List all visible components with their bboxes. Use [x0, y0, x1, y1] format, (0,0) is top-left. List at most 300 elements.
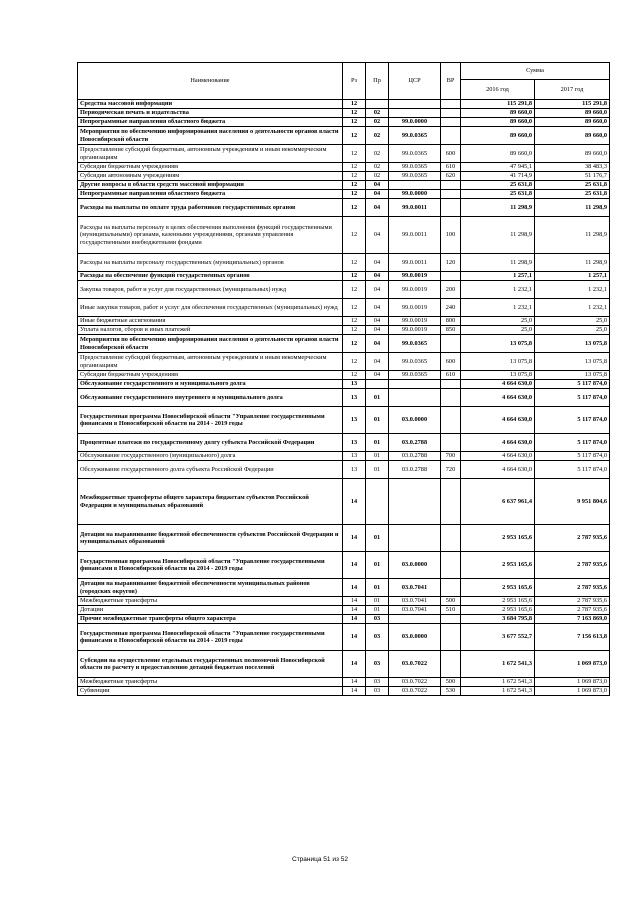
- row-rz: 13: [343, 461, 366, 479]
- row-pr: 04: [366, 217, 389, 254]
- row-amount-2017: 1 232,1: [535, 299, 610, 317]
- table-row: [78, 281, 610, 299]
- row-name: Предоставление субсидий бюджетным, автономным учреждениям и иным некоммерческим организациям: [78, 145, 343, 163]
- row-pr: 02: [366, 118, 389, 127]
- table-row: [78, 190, 610, 199]
- row-amount-2016: 25,0: [461, 317, 535, 326]
- row-name: Иные бюджетные ассигнования: [78, 317, 343, 326]
- row-name: Мероприятия по обеспечению информирования населения о деятельности органов власти Новосибирской области: [78, 127, 343, 145]
- row-csr: 03.0.0000: [389, 624, 441, 651]
- row-amount-2017: 25 631,8: [535, 190, 610, 199]
- row-rz: 12: [343, 109, 366, 118]
- row-pr: [366, 100, 389, 109]
- row-amount-2017: 51 176,7: [535, 172, 610, 181]
- row-csr: 99.0.0000: [389, 118, 441, 127]
- row-pr: 04: [366, 299, 389, 317]
- row-name: Мероприятия по обеспечению информирования населения о деятельности органов власти Новосибирской области: [78, 335, 343, 353]
- row-name: Субсидии бюджетным учреждениям: [78, 163, 343, 172]
- row-pr: 02: [366, 127, 389, 145]
- table-row: [78, 525, 610, 552]
- row-rz: 12: [343, 335, 366, 353]
- row-vr: [441, 100, 461, 109]
- row-pr: 04: [366, 317, 389, 326]
- row-amount-2017: 89 660,0: [535, 118, 610, 127]
- row-name: Расходы на выплаты персоналу в целях обеспечения выполнения функций государственными (муниципальными) органами, казенными учреждениями, органами управления государственными внебюджетными фондами: [78, 217, 343, 254]
- table-row: [78, 254, 610, 272]
- row-amount-2017: 2 787 935,6: [535, 552, 610, 579]
- row-pr: 01: [366, 606, 389, 615]
- row-name: Обслуживание государственного и муниципального долга: [78, 380, 343, 389]
- table-row: [78, 597, 610, 606]
- row-name: Субсидии на осуществление отдельных государственных полномочий Новосибирской области по расчету и предоставлению дотаций бюджетам поселений: [78, 651, 343, 678]
- row-name: Дотации на выравнивание бюджетной обеспеченности субъектов Российской Федерации и муниципальных образований: [78, 525, 343, 552]
- row-amount-2017: 1 257,1: [535, 272, 610, 281]
- row-amount-2016: 4 664 630,0: [461, 461, 535, 479]
- row-csr: 03.0.7022: [389, 678, 441, 687]
- table-row: [78, 272, 610, 281]
- row-pr: 03: [366, 624, 389, 651]
- row-name: Межбюджетные трансферты общего характера бюджетам субъектов Российской Федерации и муниципальных образований: [78, 479, 343, 525]
- row-amount-2016: 89 660,0: [461, 145, 535, 163]
- row-amount-2016: 4 664 630,0: [461, 407, 535, 434]
- row-amount-2016: 1 232,1: [461, 299, 535, 317]
- row-amount-2017: 5 117 874,0: [535, 407, 610, 434]
- row-csr: [389, 615, 441, 624]
- row-rz: 14: [343, 615, 366, 624]
- row-vr: 800: [441, 317, 461, 326]
- row-pr: 04: [366, 353, 389, 371]
- row-vr: [441, 127, 461, 145]
- row-amount-2016: 4 664 630,0: [461, 389, 535, 407]
- row-rz: 14: [343, 552, 366, 579]
- row-name: Другие вопросы в области средств массовой информации: [78, 181, 343, 190]
- row-pr: 02: [366, 163, 389, 172]
- row-vr: [441, 181, 461, 190]
- row-amount-2016: 89 660,0: [461, 109, 535, 118]
- row-vr: [441, 651, 461, 678]
- row-amount-2017: 1 069 873,0: [535, 687, 610, 696]
- row-amount-2016: 3 684 795,8: [461, 615, 535, 624]
- row-pr: [366, 479, 389, 525]
- row-csr: [389, 100, 441, 109]
- row-amount-2016: 115 291,8: [461, 100, 535, 109]
- row-amount-2016: 1 232,1: [461, 281, 535, 299]
- table-row: [78, 624, 610, 651]
- row-rz: 14: [343, 479, 366, 525]
- row-rz: 14: [343, 687, 366, 696]
- row-csr: 03.0.0000: [389, 407, 441, 434]
- table-row: [78, 127, 610, 145]
- row-pr: 04: [366, 199, 389, 217]
- row-vr: 610: [441, 163, 461, 172]
- table-row: [78, 181, 610, 190]
- row-vr: [441, 624, 461, 651]
- row-csr: 99.0.0019: [389, 272, 441, 281]
- header-rz: Рз: [343, 63, 366, 100]
- row-csr: 03.0.2788: [389, 434, 441, 452]
- row-pr: 04: [366, 190, 389, 199]
- row-pr: 02: [366, 145, 389, 163]
- row-amount-2017: 2 787 935,6: [535, 597, 610, 606]
- row-pr: 03: [366, 615, 389, 624]
- row-amount-2016: 1 672 541,3: [461, 678, 535, 687]
- row-amount-2016: 1 672 541,3: [461, 651, 535, 678]
- row-csr: 03.0.2788: [389, 452, 441, 461]
- row-amount-2016: 2 953 165,6: [461, 579, 535, 597]
- row-amount-2016: 13 075,8: [461, 335, 535, 353]
- row-amount-2016: 1 257,1: [461, 272, 535, 281]
- row-amount-2016: 11 298,9: [461, 199, 535, 217]
- row-vr: 700: [441, 452, 461, 461]
- row-csr: [389, 479, 441, 525]
- row-amount-2017: 7 163 869,0: [535, 615, 610, 624]
- table-row: [78, 606, 610, 615]
- row-amount-2016: 25 631,8: [461, 181, 535, 190]
- table-row: [78, 199, 610, 217]
- row-vr: [441, 272, 461, 281]
- row-name: Непрограммные направления областного бюджета: [78, 190, 343, 199]
- row-rz: 12: [343, 254, 366, 272]
- row-rz: 14: [343, 597, 366, 606]
- row-vr: [441, 118, 461, 127]
- row-vr: [441, 525, 461, 552]
- table-row: [78, 389, 610, 407]
- row-rz: 14: [343, 606, 366, 615]
- header-year-2016: 2016 год: [461, 80, 535, 100]
- row-vr: 120: [441, 254, 461, 272]
- row-vr: [441, 335, 461, 353]
- row-amount-2016: 13 075,8: [461, 371, 535, 380]
- row-amount-2017: 11 298,9: [535, 199, 610, 217]
- table-row: [78, 109, 610, 118]
- row-csr: 99.0.0365: [389, 335, 441, 353]
- row-amount-2017: 1 069 873,0: [535, 678, 610, 687]
- row-csr: 99.0.0365: [389, 371, 441, 380]
- row-pr: 01: [366, 552, 389, 579]
- row-pr: 01: [366, 525, 389, 552]
- row-amount-2017: 2 787 935,6: [535, 579, 610, 597]
- row-name: Расходы на выплаты персоналу государственных (муниципальных) органов: [78, 254, 343, 272]
- row-csr: 99.0.0365: [389, 172, 441, 181]
- row-pr: 01: [366, 434, 389, 452]
- row-amount-2016: 13 075,8: [461, 353, 535, 371]
- row-vr: 500: [441, 597, 461, 606]
- table-row: [78, 317, 610, 326]
- row-name: Закупка товаров, работ и услуг для государственных (муниципальных) нужд: [78, 281, 343, 299]
- row-name: Иные закупки товаров, работ и услуг для обеспечения государственных (муниципальных) нужд: [78, 299, 343, 317]
- row-name: Предоставление субсидий бюджетным, автономным учреждениям и иным некоммерческим организациям: [78, 353, 343, 371]
- row-pr: 01: [366, 597, 389, 606]
- row-vr: [441, 615, 461, 624]
- row-name: Государственная программа Новосибирской области "Управление государственными финансами в Новосибирской области на 2014 - 2019 годы: [78, 407, 343, 434]
- row-rz: 12: [343, 281, 366, 299]
- row-amount-2017: 25,0: [535, 317, 610, 326]
- row-pr: 04: [366, 335, 389, 353]
- table-row: [78, 353, 610, 371]
- table-row: [78, 371, 610, 380]
- row-amount-2017: 13 075,8: [535, 371, 610, 380]
- row-rz: 12: [343, 199, 366, 217]
- row-vr: [441, 434, 461, 452]
- table-row: [78, 651, 610, 678]
- header-year-2017: 2017 год: [535, 80, 610, 100]
- table-row: [78, 172, 610, 181]
- row-rz: 12: [343, 127, 366, 145]
- row-rz: 14: [343, 525, 366, 552]
- row-pr: 01: [366, 389, 389, 407]
- row-rz: 14: [343, 579, 366, 597]
- row-csr: 99.0.0019: [389, 299, 441, 317]
- row-amount-2017: 1 232,1: [535, 281, 610, 299]
- row-csr: 99.0.0019: [389, 326, 441, 335]
- row-amount-2016: 41 714,9: [461, 172, 535, 181]
- row-rz: 12: [343, 172, 366, 181]
- row-amount-2016: 2 953 165,6: [461, 606, 535, 615]
- row-pr: 04: [366, 254, 389, 272]
- row-vr: 510: [441, 606, 461, 615]
- row-amount-2017: 5 117 874,0: [535, 380, 610, 389]
- row-vr: 240: [441, 299, 461, 317]
- row-rz: 13: [343, 380, 366, 389]
- row-name: Обслуживание государственного долга субъекта Российской Федерации: [78, 461, 343, 479]
- row-rz: 12: [343, 299, 366, 317]
- row-pr: 04: [366, 272, 389, 281]
- row-vr: [441, 389, 461, 407]
- row-amount-2016: 89 660,0: [461, 127, 535, 145]
- row-amount-2017: 89 660,0: [535, 145, 610, 163]
- budget-table: [77, 62, 610, 696]
- row-rz: 12: [343, 181, 366, 190]
- page-footer: Страница 51 из 52: [292, 856, 348, 863]
- row-name: Межбюджетные трансферты: [78, 678, 343, 687]
- row-vr: [441, 479, 461, 525]
- row-amount-2016: 4 664 630,0: [461, 380, 535, 389]
- row-vr: [441, 380, 461, 389]
- row-amount-2017: 89 660,0: [535, 109, 610, 118]
- table-row: [78, 687, 610, 696]
- table-row: [78, 163, 610, 172]
- header-pr: Пр: [366, 63, 389, 100]
- row-amount-2017: 2 787 935,6: [535, 606, 610, 615]
- row-vr: 500: [441, 678, 461, 687]
- header-sum: Сумма: [461, 63, 610, 80]
- row-amount-2016: 2 953 165,6: [461, 552, 535, 579]
- table-row: [78, 461, 610, 479]
- row-name: Прочие межбюджетные трансферты общего характера: [78, 615, 343, 624]
- row-rz: 13: [343, 389, 366, 407]
- row-rz: 13: [343, 407, 366, 434]
- row-amount-2017: 7 156 613,8: [535, 624, 610, 651]
- row-csr: 99.0.0365: [389, 145, 441, 163]
- row-csr: [389, 389, 441, 407]
- row-pr: 04: [366, 181, 389, 190]
- table-row: [78, 434, 610, 452]
- row-vr: [441, 190, 461, 199]
- row-name: Субсидии автономным учреждениям: [78, 172, 343, 181]
- table-row: [78, 615, 610, 624]
- table-row: [78, 452, 610, 461]
- row-pr: 04: [366, 326, 389, 335]
- table-row: [78, 335, 610, 353]
- row-amount-2016: 2 953 165,6: [461, 525, 535, 552]
- row-rz: 13: [343, 452, 366, 461]
- row-name: Дотации: [78, 606, 343, 615]
- row-rz: 12: [343, 371, 366, 380]
- row-name: Межбюджетные трансферты: [78, 597, 343, 606]
- row-pr: 03: [366, 678, 389, 687]
- row-csr: 03.0.7022: [389, 687, 441, 696]
- row-rz: 12: [343, 190, 366, 199]
- header-csr: ЦСР: [389, 63, 441, 100]
- row-amount-2016: 25,0: [461, 326, 535, 335]
- table-row: [78, 100, 610, 109]
- row-name: Уплата налогов, сборов и иных платежей: [78, 326, 343, 335]
- row-pr: 02: [366, 109, 389, 118]
- row-csr: 99.0.0365: [389, 163, 441, 172]
- row-name: Субсидии бюджетным учреждениям: [78, 371, 343, 380]
- row-amount-2017: 5 117 874,0: [535, 461, 610, 479]
- row-vr: [441, 579, 461, 597]
- table-row: [78, 217, 610, 254]
- row-amount-2017: 89 660,0: [535, 127, 610, 145]
- row-vr: 600: [441, 145, 461, 163]
- row-amount-2017: 1 069 873,0: [535, 651, 610, 678]
- row-rz: 12: [343, 317, 366, 326]
- row-name: Дотации на выравнивание бюджетной обеспеченности муниципальных районов (городских округов): [78, 579, 343, 597]
- row-csr: 03.0.7041: [389, 606, 441, 615]
- row-csr: 99.0.0365: [389, 127, 441, 145]
- row-csr: [389, 525, 441, 552]
- row-amount-2017: 25 631,8: [535, 181, 610, 190]
- table-row: [78, 579, 610, 597]
- row-amount-2016: 4 664 630,0: [461, 452, 535, 461]
- row-amount-2016: 4 664 630,0: [461, 434, 535, 452]
- table-row: [78, 678, 610, 687]
- row-pr: [366, 380, 389, 389]
- row-name: Непрограммные направления областного бюджета: [78, 118, 343, 127]
- row-rz: 12: [343, 163, 366, 172]
- row-rz: 14: [343, 678, 366, 687]
- row-amount-2017: 5 117 874,0: [535, 389, 610, 407]
- row-pr: 02: [366, 172, 389, 181]
- table-row: [78, 145, 610, 163]
- row-amount-2017: 9 951 804,6: [535, 479, 610, 525]
- table-row: [78, 118, 610, 127]
- row-vr: 100: [441, 217, 461, 254]
- row-amount-2017: 11 298,9: [535, 217, 610, 254]
- row-vr: 200: [441, 281, 461, 299]
- row-pr: 01: [366, 579, 389, 597]
- row-name: Процентные платежи по государственному долгу субъекта Российской Федерации: [78, 434, 343, 452]
- row-pr: 01: [366, 461, 389, 479]
- row-amount-2017: 2 787 935,6: [535, 525, 610, 552]
- row-csr: 99.0.0019: [389, 281, 441, 299]
- row-vr: 600: [441, 353, 461, 371]
- row-rz: 12: [343, 272, 366, 281]
- row-vr: [441, 407, 461, 434]
- row-vr: 850: [441, 326, 461, 335]
- row-amount-2017: 13 075,8: [535, 353, 610, 371]
- row-amount-2017: 38 483,3: [535, 163, 610, 172]
- row-vr: [441, 199, 461, 217]
- row-csr: 03.0.0000: [389, 552, 441, 579]
- row-rz: 13: [343, 434, 366, 452]
- row-amount-2016: 25 631,8: [461, 190, 535, 199]
- row-amount-2016: 89 660,0: [461, 118, 535, 127]
- table-row: [78, 407, 610, 434]
- row-vr: 610: [441, 371, 461, 380]
- row-pr: 01: [366, 407, 389, 434]
- row-name: Расходы на обеспечение функций государственных органов: [78, 272, 343, 281]
- header-name: Наименование: [78, 63, 343, 100]
- row-pr: 04: [366, 281, 389, 299]
- row-csr: 03.0.7041: [389, 597, 441, 606]
- row-name: Субвенции: [78, 687, 343, 696]
- row-csr: 03.0.7041: [389, 579, 441, 597]
- table-row: [78, 380, 610, 389]
- row-csr: [389, 181, 441, 190]
- table-row: [78, 552, 610, 579]
- row-amount-2016: 6 637 961,4: [461, 479, 535, 525]
- row-name: Средства массовой информации: [78, 100, 343, 109]
- table-row: [78, 479, 610, 525]
- row-rz: 12: [343, 353, 366, 371]
- row-rz: 12: [343, 217, 366, 254]
- row-amount-2017: 13 075,8: [535, 335, 610, 353]
- row-rz: 12: [343, 100, 366, 109]
- row-csr: 03.0.2788: [389, 461, 441, 479]
- table-body: [78, 100, 610, 696]
- row-amount-2017: 5 117 874,0: [535, 434, 610, 452]
- row-name: Государственная программа Новосибирской области "Управление государственными финансами в Новосибирской области на 2014 - 2019 годы: [78, 552, 343, 579]
- row-csr: [389, 380, 441, 389]
- row-rz: 12: [343, 326, 366, 335]
- header-vr: ВР: [441, 63, 461, 100]
- row-vr: [441, 552, 461, 579]
- row-name: Обслуживание государственного (муниципального) долга: [78, 452, 343, 461]
- table-header: [78, 63, 610, 100]
- row-amount-2016: 1 672 541,3: [461, 687, 535, 696]
- row-name: Периодическая печать и издательства: [78, 109, 343, 118]
- row-vr: 620: [441, 172, 461, 181]
- row-rz: 14: [343, 624, 366, 651]
- row-vr: 530: [441, 687, 461, 696]
- row-vr: 720: [441, 461, 461, 479]
- row-csr: 99.0.0000: [389, 190, 441, 199]
- row-name: Государственная программа Новосибирской области "Управление государственными финансами в Новосибирской области на 2014 - 2019 годы: [78, 624, 343, 651]
- row-amount-2017: 5 117 874,0: [535, 452, 610, 461]
- row-amount-2016: 3 677 552,7: [461, 624, 535, 651]
- row-csr: [389, 109, 441, 118]
- row-rz: 12: [343, 118, 366, 127]
- row-pr: 01: [366, 452, 389, 461]
- row-name: Обслуживание государственного внутреннего и муниципального долга: [78, 389, 343, 407]
- row-rz: 12: [343, 145, 366, 163]
- row-csr: 99.0.0011: [389, 199, 441, 217]
- row-amount-2017: 11 298,9: [535, 254, 610, 272]
- row-csr: 03.0.7022: [389, 651, 441, 678]
- row-vr: [441, 109, 461, 118]
- row-pr: 03: [366, 651, 389, 678]
- table-row: [78, 326, 610, 335]
- row-pr: 03: [366, 687, 389, 696]
- row-name: Расходы на выплаты по оплате труда работников государственных органов: [78, 199, 343, 217]
- row-amount-2017: 115 291,8: [535, 100, 610, 109]
- row-rz: 14: [343, 651, 366, 678]
- row-amount-2016: 47 945,1: [461, 163, 535, 172]
- row-csr: 99.0.0011: [389, 217, 441, 254]
- row-csr: 99.0.0011: [389, 254, 441, 272]
